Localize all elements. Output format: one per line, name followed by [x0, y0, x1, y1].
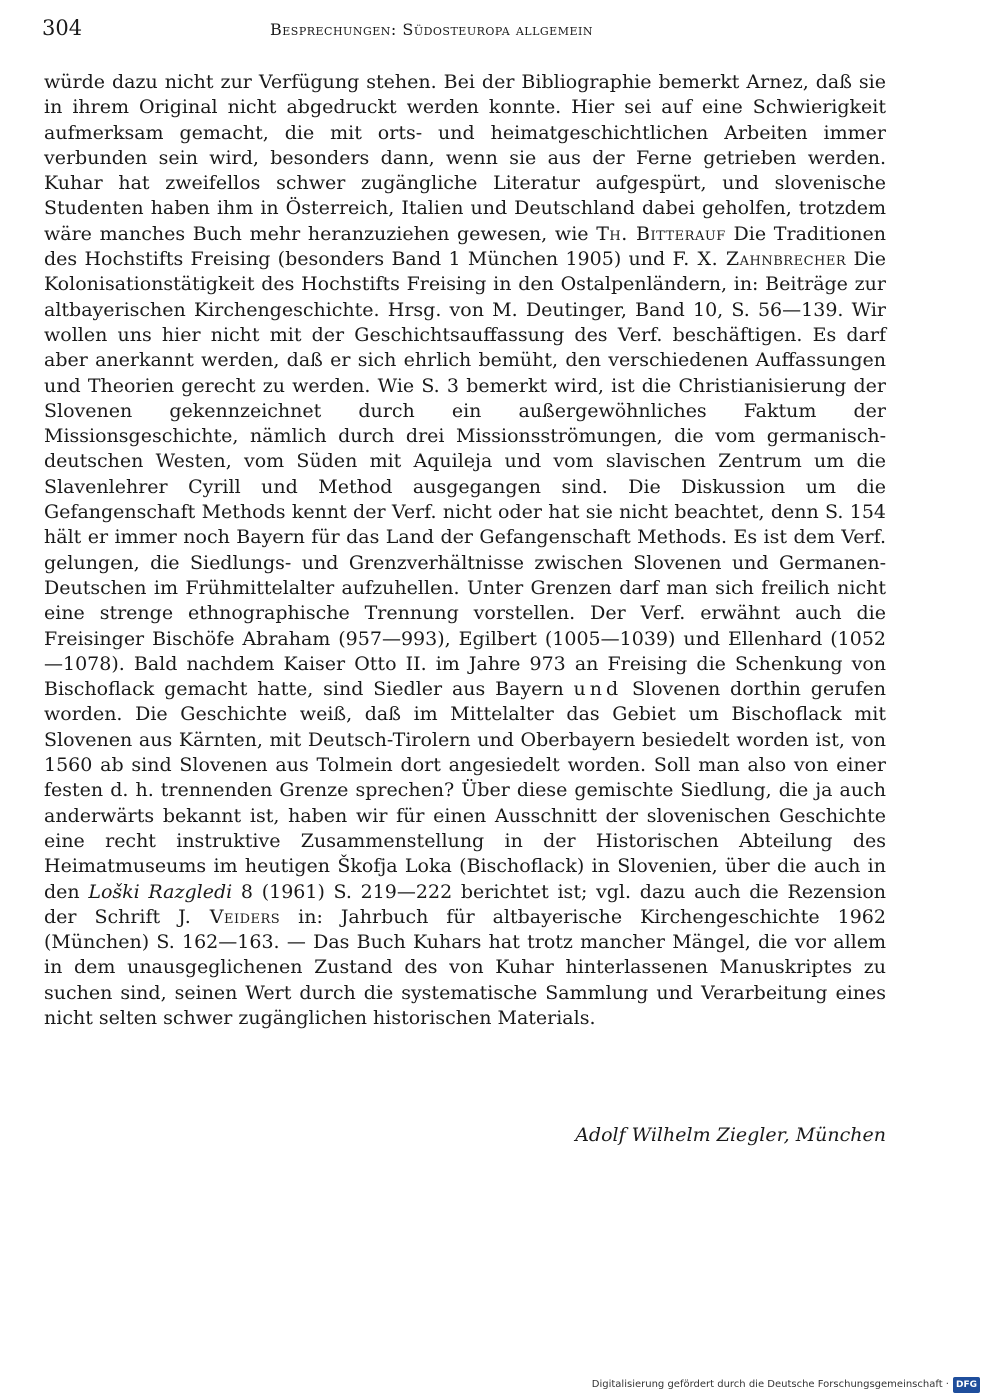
body-text-segment: in: Jahrbuch für altbayerische Kirchengeschichte 1962 (München) S. 162—163. — Das Buch Kuhars hat trotz mancher Mängel, die vor allem in dem unausgeglichenen Zustand des von Kuhar hinterlassenen Manuskriptes zu suchen sind, seinen Wert durch die systematische Sammlung und Verarbeitung eines nicht selten schwer zugänglichen historischen Materials. [44, 905, 886, 1029]
body-text-segment: 8 (1961) S. 219—222 berichtet ist; vgl. dazu auch die Rezension der Schrift [44, 880, 887, 928]
footer-text: Digitalisierung gefördert durch die Deutsche Forschungsgemeinschaft · [591, 1379, 949, 1390]
cited-author-veiders: J. Veiders [178, 905, 281, 928]
digitization-footer [592, 1377, 980, 1393]
cited-author-bitterauf: Th. Bitterauf [596, 222, 726, 245]
review-body-paragraph [44, 70, 886, 1031]
body-text-segment: Slovenen dorthin gerufen worden. Die Geschichte weiß, daß im Mittelalter das Gebiet um Bischoflack mit Slovenen aus Kärnten, mit Deutsch-Tirolern und Oberbayern besiedelt worden ist, von 1560 ab sind Slovenen aus Tolmein dort angesiedelt worden. Soll man also von einer festen d. h. trennenden Grenze sprechen? Über diese gemischte Siedlung, die ja auch anderwärts bekannt ist, haben wir für einen Ausschnitt der slovenischen Geschichte eine recht instruktive Zusammenstellung in der Historischen Abteilung des Heimatmuseums im heutigen Škofja Loka (Bischoflack) in Slovenien, über die auch in den [44, 678, 886, 903]
body-text-segment: würde dazu nicht zur Verfügung stehen. Bei der Bibliographie bemerkt Arnez, daß sie in ihrem Original nicht abgedruckt werden konnte. Hier sei auf eine Schwierigkeit aufmerksam gemacht, die mit orts- und heimatgeschichtlichen Arbeiten immer verbunden sein wird, besonders dann, wenn sie aus der Ferne getrieben werden. Kuhar hat zweifellos schwer zugängliche Literatur aufgespürt, und slovenische Studenten haben ihm in Österreich, Italien und Deutschland dabei geholfen, trotzdem wäre manches Buch mehr heranzuziehen gewesen, wie [44, 71, 886, 245]
body-text-segment: Die Kolonisationstätigkeit des Hochstifts Freising in den Ostalpenländern, in: Beiträge zur altbayerischen Kirchengeschichte. Hrsg. von M. Deutinger, Band 10, S. 56—139. Wir wollen uns hier nicht mit der Geschichtsauffassung des Verf. beschäftigen. Es darf aber anerkannt werden, daß er sich ehrlich bemüht, den verschiedenen Auffassungen und Theorien gerecht zu werden. Wie S. 3 bemerkt wird, ist die Christianisierung der Slovenen gekennzeichnet durch ein außergewöhnliches Faktum der Missionsgeschichte, nämlich durch drei Missionsströmungen, die vom germanisch-deutschen Westen, vom Süden mit Aquileja und vom slavischen Zentrum um die Slavenlehrer Cyrill und Method ausgegangen sind. Die Diskussion um die Gefangenschaft Methods kennt der Verf. nicht oder hat sie nicht beachtet, denn S. 154 hält er immer noch Bayern für das Land der Gefangenschaft Methods. Es ist dem Verf. gelungen, die Siedlungs- und Grenzverhältnisse zwischen Slovenen und Germanen-Deutschen im Frühmittelalter aufzuhellen. Unter Grenzen darf man sich freilich nicht eine strenge ethnographische Trennung vorstellen. Der Verf. erwähnt auch die Freisinger Bischöfe Abraham (957—993), Egilbert (1005—1039) und Ellenhard (1052—1078). Bald nachdem Kaiser Otto II. im Jahre 973 an Freising die Schenkung von Bischoflack gemacht hatte, sind Siedler aus Bayern [44, 248, 887, 701]
reviewer-signature: Adolf Wilhelm Ziegler, München [575, 1124, 886, 1146]
page-number: 304 [42, 16, 83, 40]
cited-author-zahnbrecher: F. X. Zahnbrecher [672, 248, 847, 271]
dfg-logo-icon: DFG [953, 1377, 980, 1393]
running-title: Besprechungen: Südosteuropa allgemein [270, 20, 593, 39]
emphasized-und: und [573, 678, 623, 701]
journal-title: Loški Razgledi [88, 880, 233, 903]
body-text-segment: Die Traditionen des Hochstifts Freising (besonders Band 1 München 1905) und [44, 222, 887, 271]
